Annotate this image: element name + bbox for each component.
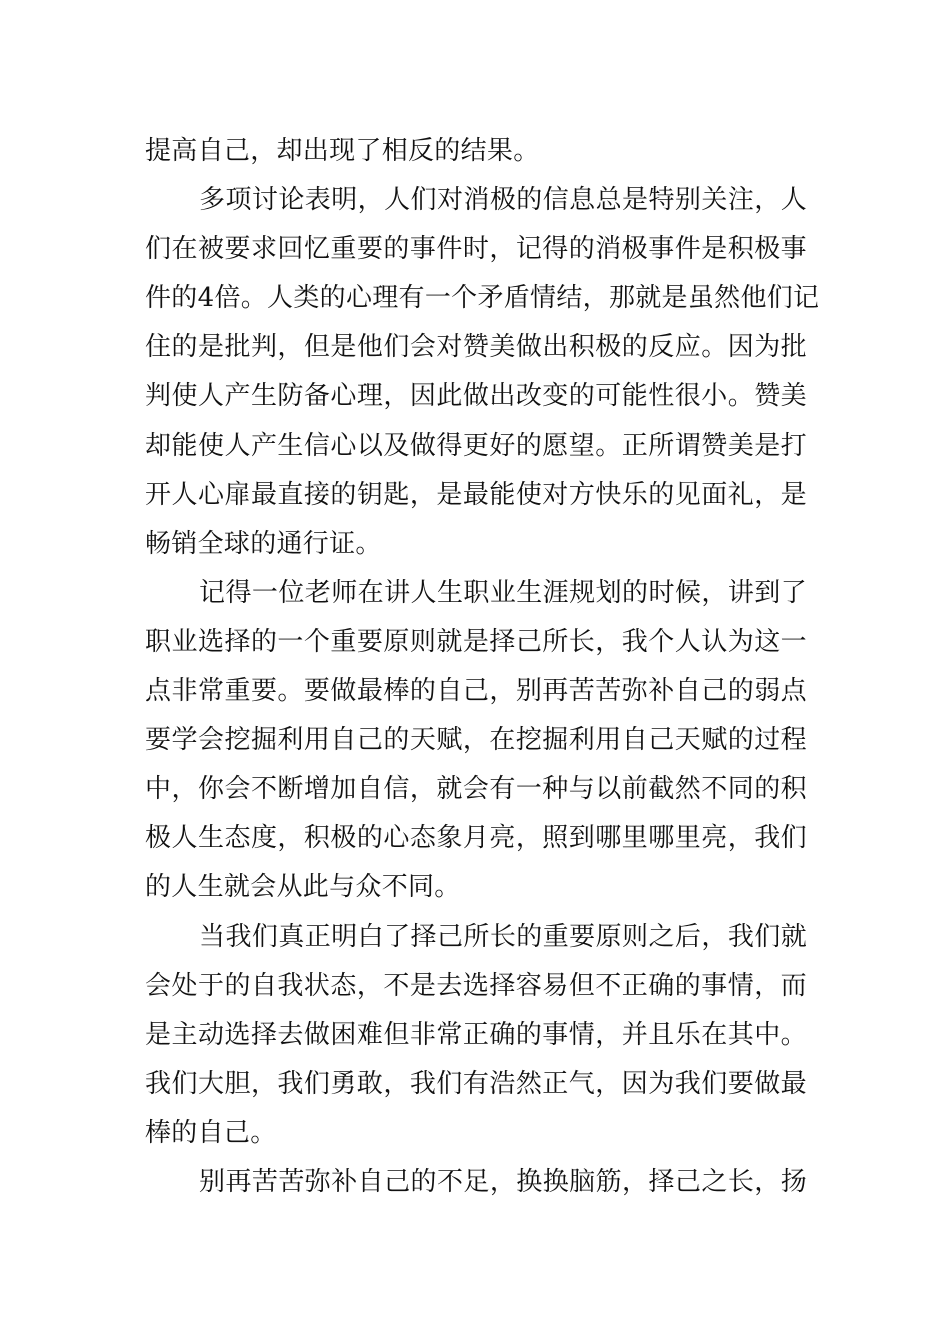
text-line: 畅销全球的通行证。 [145,528,382,559]
text-line: 们在被要求回忆重要的事件时，记得的消极事件是积极事 [145,234,807,265]
text-line: 开人心扉最直接的钥匙，是最能使对方快乐的见面礼，是 [145,479,807,510]
text-line: 点非常重要。要做最棒的自己，别再苦苦弥补自己的弱点 [145,676,807,707]
paragraph-first-line: 别再苦苦弥补自己的不足，换换脑筋，择己之长，扬 [199,1166,807,1197]
text-line: 中，你会不断增加自信，就会有一种与以前截然不同的积 [145,774,807,805]
text-line: 会处于的自我状态，不是去选择容易但不正确的事情，而 [145,970,807,1001]
text-line: 要学会挖掘利用自己的天赋，在挖掘利用自己天赋的过程 [145,725,807,756]
text-line: 是主动选择去做困难但非常正确的事情，并且乐在其中。 [145,1019,807,1050]
text-line: 我们大胆，我们勇敢，我们有浩然正气，因为我们要做最 [145,1068,807,1099]
text-line: 提高自己，却出现了相反的结果。 [145,136,540,166]
text-line: 件的4倍。人类的心理有一个矛盾情结，那就是虽然他们记 [145,283,820,314]
text-line: 却能使人产生信心以及做得更好的愿望。正所谓赞美是打 [145,430,807,461]
text-line: 住的是批判，但是他们会对赞美做出积极的反应。因为批 [145,332,807,363]
paragraph-first-line: 多项讨论表明，人们对消极的信息总是特别关注，人 [199,185,807,216]
paragraph-first-line: 记得一位老师在讲人生职业生涯规划的时候，讲到了 [199,577,807,608]
text-line: 极人生态度，积极的心态象月亮，照到哪里哪里亮，我们 [145,823,807,854]
document-body [145,127,820,1207]
text-line: 的人生就会从此与众不同。 [145,872,461,903]
text-line: 判使人产生防备心理，因此做出改变的可能性很小。赞美 [145,381,807,412]
text-line: 棒的自己。 [145,1117,277,1148]
text-line: 职业选择的一个重要原则就是择己所长，我个人认为这一 [145,626,807,657]
paragraph-first-line: 当我们真正明白了择己所长的重要原则之后，我们就 [199,921,807,952]
